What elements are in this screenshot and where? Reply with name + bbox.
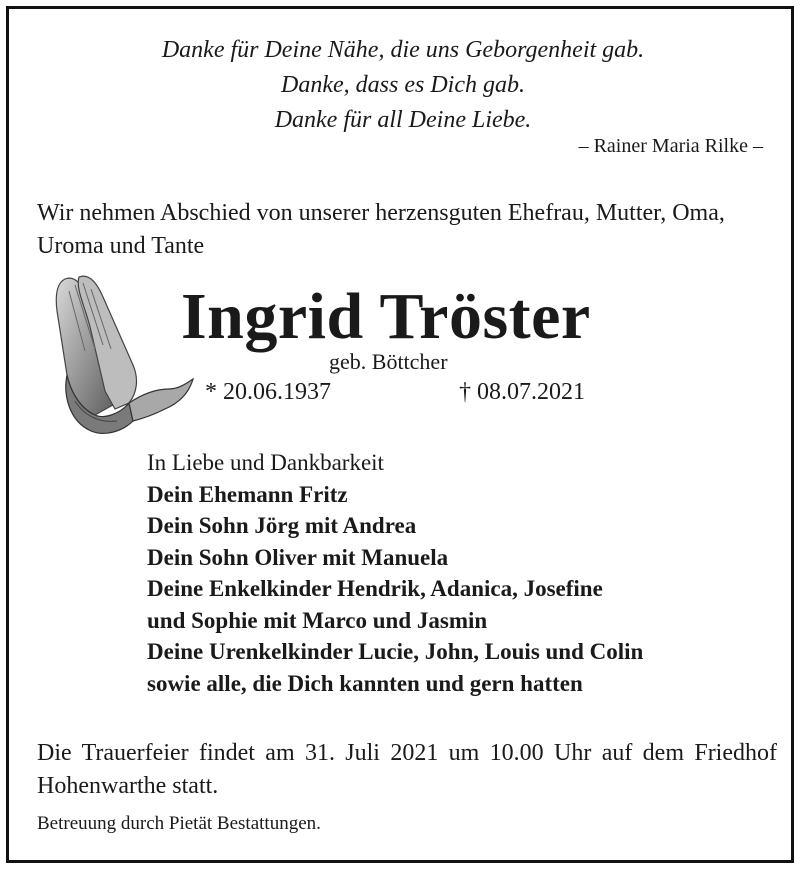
mourner-line: und Sophie mit Marco und Jasmin — [147, 607, 488, 633]
mourner-line: Deine Enkelkinder Hendrik, Adanica, Josefine — [147, 576, 603, 601]
mourner-line: Dein Sohn Oliver mit Manuela — [147, 544, 449, 570]
deceased-name: Ingrid Tröster — [181, 280, 591, 353]
poem-line-2: Danke, dass es Dich gab. — [281, 72, 525, 98]
mourner-line: sowie alle, die Dich kannten und gern hatten — [147, 670, 583, 696]
death-date: † 08.07.2021 — [459, 379, 585, 405]
birth-date: * 20.06.1937 — [205, 379, 331, 405]
funeral-director-note: Betreuung durch Pietät Bestattungen. — [37, 813, 321, 834]
mourner-line: Deine Urenkelkinder Lucie, John, Louis und Colin — [147, 639, 644, 664]
poem-author: – Rainer Maria Rilke – — [578, 135, 763, 157]
poem-line-1: Danke für Deine Nähe, die uns Geborgenheit gab. — [161, 37, 645, 63]
funeral-notice: Die Trauerfeier findet am 31. Juli 2021 um 10.00 Uhr auf dem Friedhof Hohenwarthe statt. — [37, 740, 777, 799]
obituary-frame — [6, 6, 794, 863]
mourner-line: Dein Ehemann Fritz — [147, 481, 348, 507]
maiden-name: geb. Böttcher — [329, 349, 448, 374]
poem — [9, 33, 797, 138]
mourner-line: Dein Sohn Jörg mit Andrea — [147, 513, 417, 538]
praying-hands-icon — [45, 271, 195, 441]
poem-line-3: Danke für all Deine Liebe. — [274, 107, 532, 133]
mourners-list — [147, 447, 767, 699]
intro-text: Wir nehmen Abschied von unserer herzensguten Ehefrau, Mutter, Oma, Uroma und Tante — [37, 200, 725, 259]
mourners-opening: In Liebe und Dankbarkeit — [147, 450, 384, 475]
